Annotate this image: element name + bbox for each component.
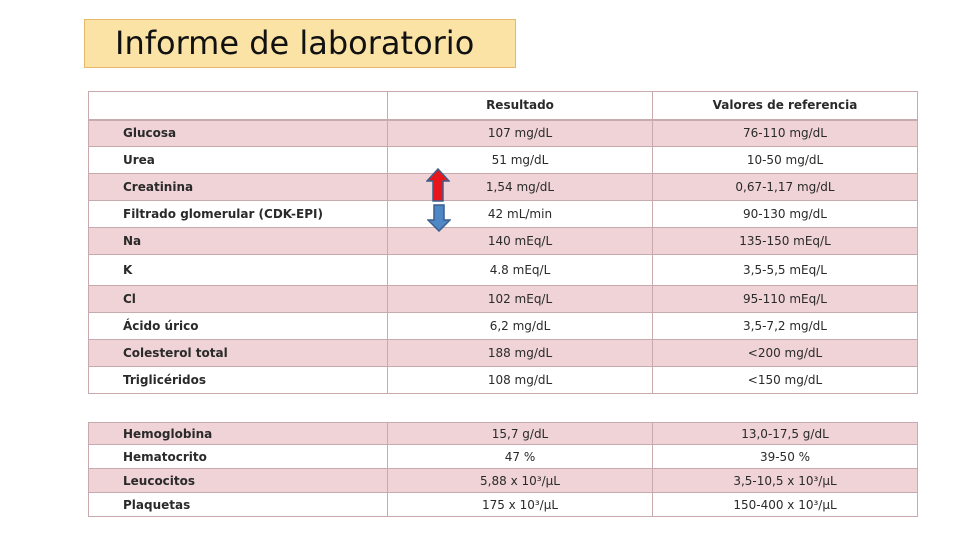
test-reference: 10-50 mg/dL — [653, 147, 918, 174]
table-row — [89, 367, 918, 394]
arrow-up-icon — [426, 168, 450, 202]
test-reference: 3,5-10,5 x 10³/µL — [653, 469, 918, 493]
test-reference: <150 mg/dL — [653, 367, 918, 394]
test-result: 102 mEq/L — [388, 286, 653, 313]
test-result: 47 % — [388, 445, 653, 469]
table-row — [89, 201, 918, 228]
test-result: 5,88 x 10³/µL — [388, 469, 653, 493]
test-result: 108 mg/dL — [388, 367, 653, 394]
test-reference: 76-110 mg/dL — [653, 120, 918, 147]
header-reference: Valores de referencia — [653, 92, 918, 120]
test-name: Triglicéridos — [89, 367, 388, 394]
test-result: 6,2 mg/dL — [388, 313, 653, 340]
page-title: Informe de laboratorio — [84, 19, 516, 68]
test-name: Creatinina — [89, 174, 388, 201]
test-name: Colesterol total — [89, 340, 388, 367]
table-row — [89, 286, 918, 313]
test-name: Ácido úrico — [89, 313, 388, 340]
test-name: Hematocrito — [89, 445, 388, 469]
test-result: 4.8 mEq/L — [388, 255, 653, 286]
test-name: Leucocitos — [89, 469, 388, 493]
test-reference: <200 mg/dL — [653, 340, 918, 367]
header-result: Resultado — [388, 92, 653, 120]
test-reference: 135-150 mEq/L — [653, 228, 918, 255]
lab-results-table — [88, 91, 918, 394]
blood-count-table — [88, 422, 918, 517]
test-result: 15,7 g/dL — [388, 423, 653, 445]
arrow-down-icon — [427, 204, 451, 232]
test-reference: 39-50 % — [653, 445, 918, 469]
table-row — [89, 313, 918, 340]
test-reference: 90-130 mg/dL — [653, 201, 918, 228]
test-result: 107 mg/dL — [388, 120, 653, 147]
test-result: 140 mEq/L — [388, 228, 653, 255]
test-reference: 95-110 mEq/L — [653, 286, 918, 313]
header-name — [89, 92, 388, 120]
table-row — [89, 423, 918, 445]
table-header-row — [89, 92, 918, 120]
table-row — [89, 228, 918, 255]
table-row — [89, 255, 918, 286]
test-name: Na — [89, 228, 388, 255]
test-result: 1,54 mg/dL — [388, 174, 653, 201]
test-name: Urea — [89, 147, 388, 174]
test-reference: 0,67-1,17 mg/dL — [653, 174, 918, 201]
test-result: 188 mg/dL — [388, 340, 653, 367]
test-name: Cl — [89, 286, 388, 313]
table-row — [89, 174, 918, 201]
test-name: Plaquetas — [89, 493, 388, 517]
test-reference: 3,5-5,5 mEq/L — [653, 255, 918, 286]
table-row — [89, 493, 918, 517]
test-reference: 3,5-7,2 mg/dL — [653, 313, 918, 340]
test-result: 42 mL/min — [388, 201, 653, 228]
test-result: 51 mg/dL — [388, 147, 653, 174]
test-reference: 13,0-17,5 g/dL — [653, 423, 918, 445]
table-row — [89, 469, 918, 493]
table-row — [89, 445, 918, 469]
table-row — [89, 120, 918, 147]
table-row — [89, 340, 918, 367]
test-reference: 150-400 x 10³/µL — [653, 493, 918, 517]
table-row — [89, 147, 918, 174]
test-name: Hemoglobina — [89, 423, 388, 445]
test-name: Filtrado glomerular (CDK-EPI) — [89, 201, 388, 228]
test-name: Glucosa — [89, 120, 388, 147]
test-name: K — [89, 255, 388, 286]
test-result: 175 x 10³/µL — [388, 493, 653, 517]
